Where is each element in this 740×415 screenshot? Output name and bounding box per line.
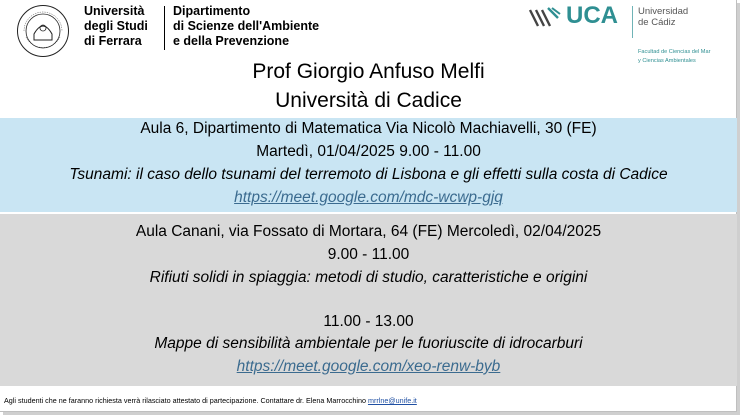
- unife-department: [173, 4, 319, 49]
- session2-time2: 11.00 - 13.00: [323, 313, 414, 330]
- session2-topic2: Mappe di sensibilità ambientale per le fuoriuscite di idrocarburi: [154, 335, 583, 352]
- uca-mark-icon: [528, 6, 562, 30]
- session2-topic1: Rifiuti solidi in spiaggia: metodi di studio, caratteristiche e origini: [149, 269, 588, 286]
- session2-block: [0, 214, 737, 386]
- unife-name-line2: degli Studi: [84, 19, 148, 33]
- uca-fac-line2: y Ciencias Ambientales: [638, 58, 696, 64]
- session1-location: Aula 6, Dipartimento di Matematica Via Nicolò Machiavelli, 30 (FE): [140, 120, 597, 137]
- session2-location: Aula Canani, via Fossato di Mortara, 64 (FE) Mercoledì, 02/04/2025: [135, 223, 602, 240]
- uca-acronym: UCA: [566, 2, 618, 29]
- session2-time1: 9.00 - 11.00: [327, 246, 410, 263]
- unife-name-line3: di Ferrara: [84, 34, 142, 48]
- uca-univ-line2: de Cádiz: [638, 17, 676, 28]
- unife-seal-icon: [16, 4, 70, 58]
- uca-divider: [632, 6, 633, 38]
- session1-topic: Tsunami: il caso dello tsunami del terremoto di Lisbona e gli effetti sulla costa di Cadice: [69, 166, 668, 183]
- speaker-name: Prof Giorgio Anfuso Melfi: [252, 60, 485, 83]
- unife-name: [84, 4, 148, 49]
- footer-email-link[interactable]: mrrlne@unife.it: [367, 396, 417, 405]
- speaker-affiliation: Università di Cadice: [275, 89, 462, 112]
- session1-block: [0, 118, 737, 212]
- session2-meet-link[interactable]: https://meet.google.com/xeo-renw-byb: [236, 358, 501, 375]
- unife-divider: [164, 6, 165, 50]
- footer-note: [4, 396, 417, 405]
- unife-dept-line1: Dipartimento: [173, 4, 251, 18]
- uca-fac-line1: Facultad de Ciencias del Mar: [638, 49, 711, 55]
- session1-meet-link[interactable]: https://meet.google.com/mdc-wcwp-gjq: [234, 189, 503, 206]
- unife-name-line1: Università: [84, 4, 145, 18]
- unife-dept-line3: e della Prevenzione: [173, 34, 290, 48]
- uca-univ-line1: Universidad: [638, 6, 689, 17]
- uca-university-name: [638, 6, 688, 28]
- unife-dept-line2: di Scienze dell'Ambiente: [173, 19, 320, 33]
- footer-text: Agli studenti che ne faranno richiesta verrà rilasciato attestato di partecipazione. Contattare dr. Elena Marrocchino: [4, 396, 368, 405]
- session1-datetime: Martedì, 01/04/2025 9.00 - 11.00: [256, 143, 481, 160]
